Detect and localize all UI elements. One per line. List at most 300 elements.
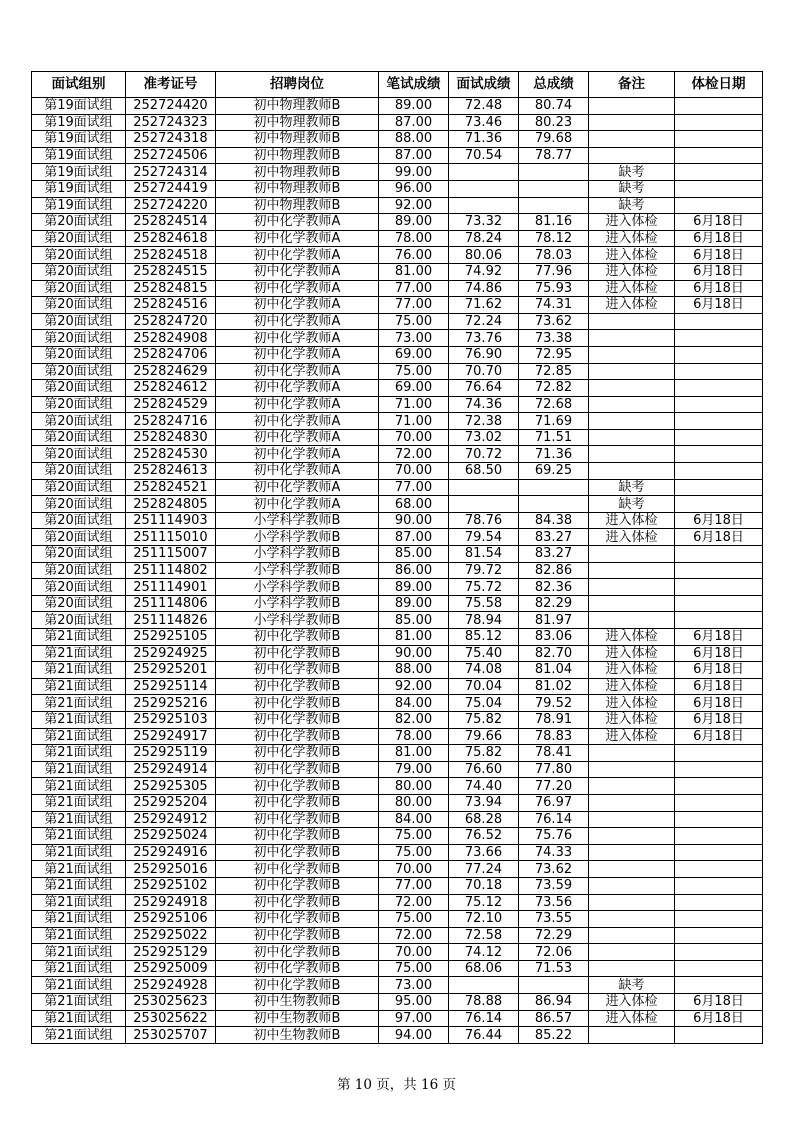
interview-score-cell: 71.36 <box>449 131 519 148</box>
position-cell: 初中化学教师A <box>216 446 379 463</box>
interview-score-cell: 76.64 <box>449 380 519 397</box>
written-score-cell: 80.00 <box>379 778 449 795</box>
group-cell: 第21面试组 <box>32 861 126 878</box>
interview-score-cell: 72.10 <box>449 911 519 928</box>
written-score-cell: 92.00 <box>379 678 449 695</box>
exam-id-cell: 252824815 <box>126 280 216 297</box>
interview-score-cell: 78.76 <box>449 512 519 529</box>
written-score-cell: 89.00 <box>379 214 449 231</box>
interview-score-cell <box>449 496 519 513</box>
header-total-score: 总成绩 <box>519 72 589 98</box>
group-cell: 第21面试组 <box>32 811 126 828</box>
interview-score-cell: 74.08 <box>449 662 519 679</box>
exam-date-cell <box>675 164 763 181</box>
group-cell: 第19面试组 <box>32 147 126 164</box>
total-score-cell: 85.22 <box>519 1027 589 1044</box>
exam-id-cell: 252925216 <box>126 695 216 712</box>
table-row <box>32 164 763 181</box>
written-score-cell: 92.00 <box>379 197 449 214</box>
written-score-cell: 72.00 <box>379 894 449 911</box>
exam-date-cell <box>675 131 763 148</box>
written-score-cell: 90.00 <box>379 512 449 529</box>
group-cell: 第20面试组 <box>32 413 126 430</box>
table-body <box>32 98 763 1044</box>
interview-score-cell: 70.54 <box>449 147 519 164</box>
group-cell: 第20面试组 <box>32 595 126 612</box>
remark-cell <box>589 877 675 894</box>
written-score-cell: 81.00 <box>379 745 449 762</box>
group-cell: 第19面试组 <box>32 180 126 197</box>
position-cell: 初中化学教师B <box>216 828 379 845</box>
total-score-cell: 78.77 <box>519 147 589 164</box>
written-score-cell: 81.00 <box>379 629 449 646</box>
position-cell: 初中化学教师B <box>216 695 379 712</box>
interview-score-cell: 75.04 <box>449 695 519 712</box>
table-row <box>32 479 763 496</box>
total-score-cell: 83.06 <box>519 629 589 646</box>
total-score-cell: 77.96 <box>519 263 589 280</box>
exam-date-cell <box>675 562 763 579</box>
exam-date-cell <box>675 1027 763 1044</box>
position-cell: 小学科学教师B <box>216 546 379 563</box>
header-group: 面试组别 <box>32 72 126 98</box>
exam-id-cell: 252724314 <box>126 164 216 181</box>
table-row <box>32 761 763 778</box>
interview-score-cell: 79.54 <box>449 529 519 546</box>
position-cell: 小学科学教师B <box>216 529 379 546</box>
position-cell: 初中化学教师A <box>216 230 379 247</box>
remark-cell <box>589 960 675 977</box>
table-row <box>32 711 763 728</box>
header-row <box>32 72 763 98</box>
exam-date-cell: 6月18日 <box>675 728 763 745</box>
total-score-cell: 73.62 <box>519 861 589 878</box>
interview-score-cell: 79.66 <box>449 728 519 745</box>
written-score-cell: 87.00 <box>379 114 449 131</box>
interview-score-cell: 68.06 <box>449 960 519 977</box>
table-row <box>32 960 763 977</box>
group-cell: 第20面试组 <box>32 479 126 496</box>
interview-score-cell: 76.60 <box>449 761 519 778</box>
position-cell: 初中物理教师B <box>216 164 379 181</box>
position-cell: 初中化学教师A <box>216 214 379 231</box>
remark-cell: 进入体检 <box>589 711 675 728</box>
total-score-cell: 74.33 <box>519 844 589 861</box>
table-row <box>32 794 763 811</box>
interview-score-cell: 78.88 <box>449 994 519 1011</box>
exam-id-cell: 252824618 <box>126 230 216 247</box>
total-score-cell: 80.23 <box>519 114 589 131</box>
group-cell: 第20面试组 <box>32 529 126 546</box>
exam-id-cell: 251114903 <box>126 512 216 529</box>
exam-id-cell: 252824706 <box>126 346 216 363</box>
position-cell: 初中物理教师B <box>216 131 379 148</box>
group-cell: 第21面试组 <box>32 645 126 662</box>
remark-cell: 进入体检 <box>589 247 675 264</box>
table-row <box>32 413 763 430</box>
interview-score-cell: 70.72 <box>449 446 519 463</box>
position-cell: 初中化学教师B <box>216 678 379 695</box>
exam-date-cell <box>675 496 763 513</box>
table-row <box>32 98 763 115</box>
table-row <box>32 197 763 214</box>
interview-score-cell: 75.72 <box>449 579 519 596</box>
total-score-cell: 71.53 <box>519 960 589 977</box>
exam-id-cell: 252824521 <box>126 479 216 496</box>
written-score-cell: 89.00 <box>379 579 449 596</box>
remark-cell: 进入体检 <box>589 629 675 646</box>
remark-cell: 缺考 <box>589 197 675 214</box>
header-position: 招聘岗位 <box>216 72 379 98</box>
exam-id-cell: 252924917 <box>126 728 216 745</box>
table-row <box>32 131 763 148</box>
total-score-cell: 82.29 <box>519 595 589 612</box>
position-cell: 初中化学教师A <box>216 463 379 480</box>
written-score-cell: 73.00 <box>379 977 449 994</box>
group-cell: 第20面试组 <box>32 214 126 231</box>
written-score-cell: 81.00 <box>379 263 449 280</box>
total-score-cell: 79.68 <box>519 131 589 148</box>
exam-date-cell: 6月18日 <box>675 214 763 231</box>
interview-score-cell <box>449 977 519 994</box>
position-cell: 初中化学教师B <box>216 877 379 894</box>
table-row <box>32 645 763 662</box>
group-cell: 第21面试组 <box>32 911 126 928</box>
position-cell: 初中化学教师A <box>216 346 379 363</box>
total-score-cell <box>519 164 589 181</box>
exam-date-cell: 6月18日 <box>675 645 763 662</box>
remark-cell: 进入体检 <box>589 645 675 662</box>
interview-score-cell <box>449 180 519 197</box>
written-score-cell: 77.00 <box>379 877 449 894</box>
exam-id-cell: 252824613 <box>126 463 216 480</box>
total-score-cell: 82.86 <box>519 562 589 579</box>
remark-cell: 进入体检 <box>589 994 675 1011</box>
table-row <box>32 811 763 828</box>
position-cell: 初中生物教师B <box>216 1010 379 1027</box>
exam-id-cell: 252925103 <box>126 711 216 728</box>
exam-date-cell <box>675 446 763 463</box>
group-cell: 第21面试组 <box>32 994 126 1011</box>
total-score-cell: 81.97 <box>519 612 589 629</box>
total-score-cell: 71.36 <box>519 446 589 463</box>
table-row <box>32 463 763 480</box>
written-score-cell: 71.00 <box>379 396 449 413</box>
total-score-cell: 75.93 <box>519 280 589 297</box>
remark-cell: 进入体检 <box>589 230 675 247</box>
interview-score-cell: 72.24 <box>449 313 519 330</box>
position-cell: 初中化学教师A <box>216 496 379 513</box>
table-row <box>32 546 763 563</box>
remark-cell: 进入体检 <box>589 529 675 546</box>
group-cell: 第20面试组 <box>32 363 126 380</box>
interview-score-cell: 70.70 <box>449 363 519 380</box>
remark-cell <box>589 944 675 961</box>
interview-score-cell: 78.24 <box>449 230 519 247</box>
written-score-cell: 77.00 <box>379 297 449 314</box>
table-row <box>32 180 763 197</box>
remark-cell <box>589 595 675 612</box>
position-cell: 初中化学教师B <box>216 745 379 762</box>
interview-score-cell: 75.82 <box>449 745 519 762</box>
remark-cell <box>589 313 675 330</box>
group-cell: 第21面试组 <box>32 778 126 795</box>
position-cell: 初中化学教师B <box>216 844 379 861</box>
exam-date-cell: 6月18日 <box>675 529 763 546</box>
exam-date-cell: 6月18日 <box>675 662 763 679</box>
exam-date-cell <box>675 927 763 944</box>
interview-score-cell <box>449 479 519 496</box>
exam-id-cell: 252724220 <box>126 197 216 214</box>
exam-id-cell: 252925129 <box>126 944 216 961</box>
written-score-cell: 68.00 <box>379 496 449 513</box>
exam-id-cell: 252925305 <box>126 778 216 795</box>
remark-cell: 进入体检 <box>589 678 675 695</box>
total-score-cell: 73.55 <box>519 911 589 928</box>
table-row <box>32 828 763 845</box>
exam-id-cell: 251114802 <box>126 562 216 579</box>
exam-date-cell: 6月18日 <box>675 629 763 646</box>
position-cell: 初中化学教师B <box>216 728 379 745</box>
table-row <box>32 313 763 330</box>
written-score-cell: 69.00 <box>379 346 449 363</box>
exam-date-cell <box>675 114 763 131</box>
exam-id-cell: 252925102 <box>126 877 216 894</box>
total-score-cell: 73.38 <box>519 330 589 347</box>
group-cell: 第19面试组 <box>32 98 126 115</box>
interview-score-cell: 85.12 <box>449 629 519 646</box>
written-score-cell: 70.00 <box>379 944 449 961</box>
written-score-cell: 86.00 <box>379 562 449 579</box>
total-score-cell: 86.94 <box>519 994 589 1011</box>
exam-id-cell: 252925106 <box>126 911 216 928</box>
position-cell: 初中化学教师A <box>216 363 379 380</box>
position-cell: 初中化学教师B <box>216 927 379 944</box>
exam-id-cell: 252925201 <box>126 662 216 679</box>
exam-date-cell: 6月18日 <box>675 230 763 247</box>
interview-score-cell: 76.14 <box>449 1010 519 1027</box>
written-score-cell: 75.00 <box>379 911 449 928</box>
interview-score-cell: 72.48 <box>449 98 519 115</box>
group-cell: 第19面试组 <box>32 164 126 181</box>
position-cell: 初中物理教师B <box>216 180 379 197</box>
interview-score-cell: 74.12 <box>449 944 519 961</box>
table-row <box>32 562 763 579</box>
exam-id-cell: 252824612 <box>126 380 216 397</box>
exam-date-cell <box>675 944 763 961</box>
remark-cell: 缺考 <box>589 496 675 513</box>
exam-id-cell: 252824830 <box>126 429 216 446</box>
exam-date-cell <box>675 197 763 214</box>
exam-id-cell: 252724419 <box>126 180 216 197</box>
position-cell: 初中化学教师A <box>216 380 379 397</box>
table-row <box>32 877 763 894</box>
total-score-cell: 69.25 <box>519 463 589 480</box>
exam-date-cell: 6月18日 <box>675 1010 763 1027</box>
exam-date-cell: 6月18日 <box>675 263 763 280</box>
exam-date-cell <box>675 811 763 828</box>
remark-cell <box>589 778 675 795</box>
table-row <box>32 1027 763 1044</box>
remark-cell <box>589 446 675 463</box>
exam-date-cell <box>675 778 763 795</box>
table-row <box>32 629 763 646</box>
position-cell: 初中化学教师B <box>216 894 379 911</box>
total-score-cell: 82.36 <box>519 579 589 596</box>
remark-cell <box>589 911 675 928</box>
position-cell: 小学科学教师B <box>216 562 379 579</box>
exam-date-cell <box>675 429 763 446</box>
group-cell: 第20面试组 <box>32 346 126 363</box>
total-score-cell: 72.95 <box>519 346 589 363</box>
interview-score-cell: 75.82 <box>449 711 519 728</box>
exam-id-cell: 252824629 <box>126 363 216 380</box>
table-row <box>32 728 763 745</box>
remark-cell <box>589 463 675 480</box>
exam-id-cell: 252824514 <box>126 214 216 231</box>
remark-cell <box>589 811 675 828</box>
total-score-cell <box>519 977 589 994</box>
exam-id-cell: 252824518 <box>126 247 216 264</box>
interview-score-cell: 71.62 <box>449 297 519 314</box>
written-score-cell: 72.00 <box>379 927 449 944</box>
exam-id-cell: 252925016 <box>126 861 216 878</box>
remark-cell: 进入体检 <box>589 728 675 745</box>
position-cell: 初中生物教师B <box>216 994 379 1011</box>
group-cell: 第20面试组 <box>32 330 126 347</box>
written-score-cell: 76.00 <box>379 247 449 264</box>
interview-score-cell: 75.40 <box>449 645 519 662</box>
exam-id-cell: 252724323 <box>126 114 216 131</box>
position-cell: 初中化学教师A <box>216 413 379 430</box>
total-score-cell: 72.29 <box>519 927 589 944</box>
table-row <box>32 496 763 513</box>
exam-date-cell: 6月18日 <box>675 711 763 728</box>
written-score-cell: 70.00 <box>379 463 449 480</box>
written-score-cell: 72.00 <box>379 446 449 463</box>
remark-cell: 进入体检 <box>589 263 675 280</box>
exam-date-cell <box>675 546 763 563</box>
position-cell: 小学科学教师B <box>216 512 379 529</box>
group-cell: 第20面试组 <box>32 230 126 247</box>
position-cell: 初中化学教师A <box>216 297 379 314</box>
total-score-cell: 72.68 <box>519 396 589 413</box>
exam-date-cell <box>675 380 763 397</box>
exam-id-cell: 252724420 <box>126 98 216 115</box>
total-score-cell: 81.16 <box>519 214 589 231</box>
remark-cell <box>589 98 675 115</box>
exam-id-cell: 252925204 <box>126 794 216 811</box>
exam-date-cell <box>675 595 763 612</box>
interview-score-cell: 75.12 <box>449 894 519 911</box>
exam-id-cell: 251114806 <box>126 595 216 612</box>
group-cell: 第21面试组 <box>32 944 126 961</box>
total-score-cell: 78.03 <box>519 247 589 264</box>
interview-score-cell: 74.36 <box>449 396 519 413</box>
written-score-cell: 78.00 <box>379 230 449 247</box>
interview-score-cell <box>449 164 519 181</box>
interview-score-cell: 68.28 <box>449 811 519 828</box>
total-score-cell: 78.41 <box>519 745 589 762</box>
position-cell: 小学科学教师B <box>216 612 379 629</box>
exam-date-cell <box>675 579 763 596</box>
remark-cell <box>589 894 675 911</box>
remark-cell <box>589 562 675 579</box>
remark-cell: 进入体检 <box>589 1010 675 1027</box>
remark-cell <box>589 114 675 131</box>
table-row <box>32 977 763 994</box>
written-score-cell: 89.00 <box>379 595 449 612</box>
interview-score-cell <box>449 197 519 214</box>
remark-cell: 进入体检 <box>589 512 675 529</box>
group-cell: 第21面试组 <box>32 977 126 994</box>
group-cell: 第19面试组 <box>32 197 126 214</box>
exam-date-cell <box>675 911 763 928</box>
position-cell: 初中化学教师B <box>216 811 379 828</box>
position-cell: 初中化学教师A <box>216 479 379 496</box>
exam-date-cell <box>675 330 763 347</box>
position-cell: 初中化学教师B <box>216 977 379 994</box>
header-interview-score: 面试成绩 <box>449 72 519 98</box>
header-exam-id: 准考证号 <box>126 72 216 98</box>
written-score-cell: 84.00 <box>379 695 449 712</box>
remark-cell <box>589 413 675 430</box>
group-cell: 第20面试组 <box>32 429 126 446</box>
group-cell: 第21面试组 <box>32 894 126 911</box>
exam-id-cell: 251115010 <box>126 529 216 546</box>
group-cell: 第20面试组 <box>32 263 126 280</box>
written-score-cell: 87.00 <box>379 147 449 164</box>
position-cell: 初中化学教师B <box>216 794 379 811</box>
written-score-cell: 75.00 <box>379 313 449 330</box>
exam-id-cell: 252925119 <box>126 745 216 762</box>
exam-id-cell: 252924914 <box>126 761 216 778</box>
interview-score-cell: 74.92 <box>449 263 519 280</box>
written-score-cell: 70.00 <box>379 429 449 446</box>
group-cell: 第20面试组 <box>32 280 126 297</box>
remark-cell <box>589 131 675 148</box>
interview-score-cell: 79.72 <box>449 562 519 579</box>
exam-date-cell <box>675 413 763 430</box>
group-cell: 第21面试组 <box>32 1010 126 1027</box>
table-row <box>32 894 763 911</box>
table-row <box>32 695 763 712</box>
written-score-cell: 85.00 <box>379 546 449 563</box>
exam-id-cell: 252924912 <box>126 811 216 828</box>
remark-cell <box>589 546 675 563</box>
total-score-cell: 71.51 <box>519 429 589 446</box>
total-score-cell <box>519 479 589 496</box>
interview-score-cell: 73.94 <box>449 794 519 811</box>
remark-cell <box>589 927 675 944</box>
table-row <box>32 446 763 463</box>
position-cell: 初中物理教师B <box>216 197 379 214</box>
remark-cell <box>589 1027 675 1044</box>
group-cell: 第21面试组 <box>32 695 126 712</box>
exam-id-cell: 252824716 <box>126 413 216 430</box>
exam-date-cell <box>675 745 763 762</box>
table-row <box>32 595 763 612</box>
group-cell: 第19面试组 <box>32 131 126 148</box>
exam-id-cell: 252925024 <box>126 828 216 845</box>
header-remark: 备注 <box>589 72 675 98</box>
written-score-cell: 73.00 <box>379 330 449 347</box>
remark-cell: 缺考 <box>589 479 675 496</box>
table-row <box>32 844 763 861</box>
written-score-cell: 96.00 <box>379 180 449 197</box>
exam-date-cell <box>675 877 763 894</box>
exam-id-cell: 253025623 <box>126 994 216 1011</box>
